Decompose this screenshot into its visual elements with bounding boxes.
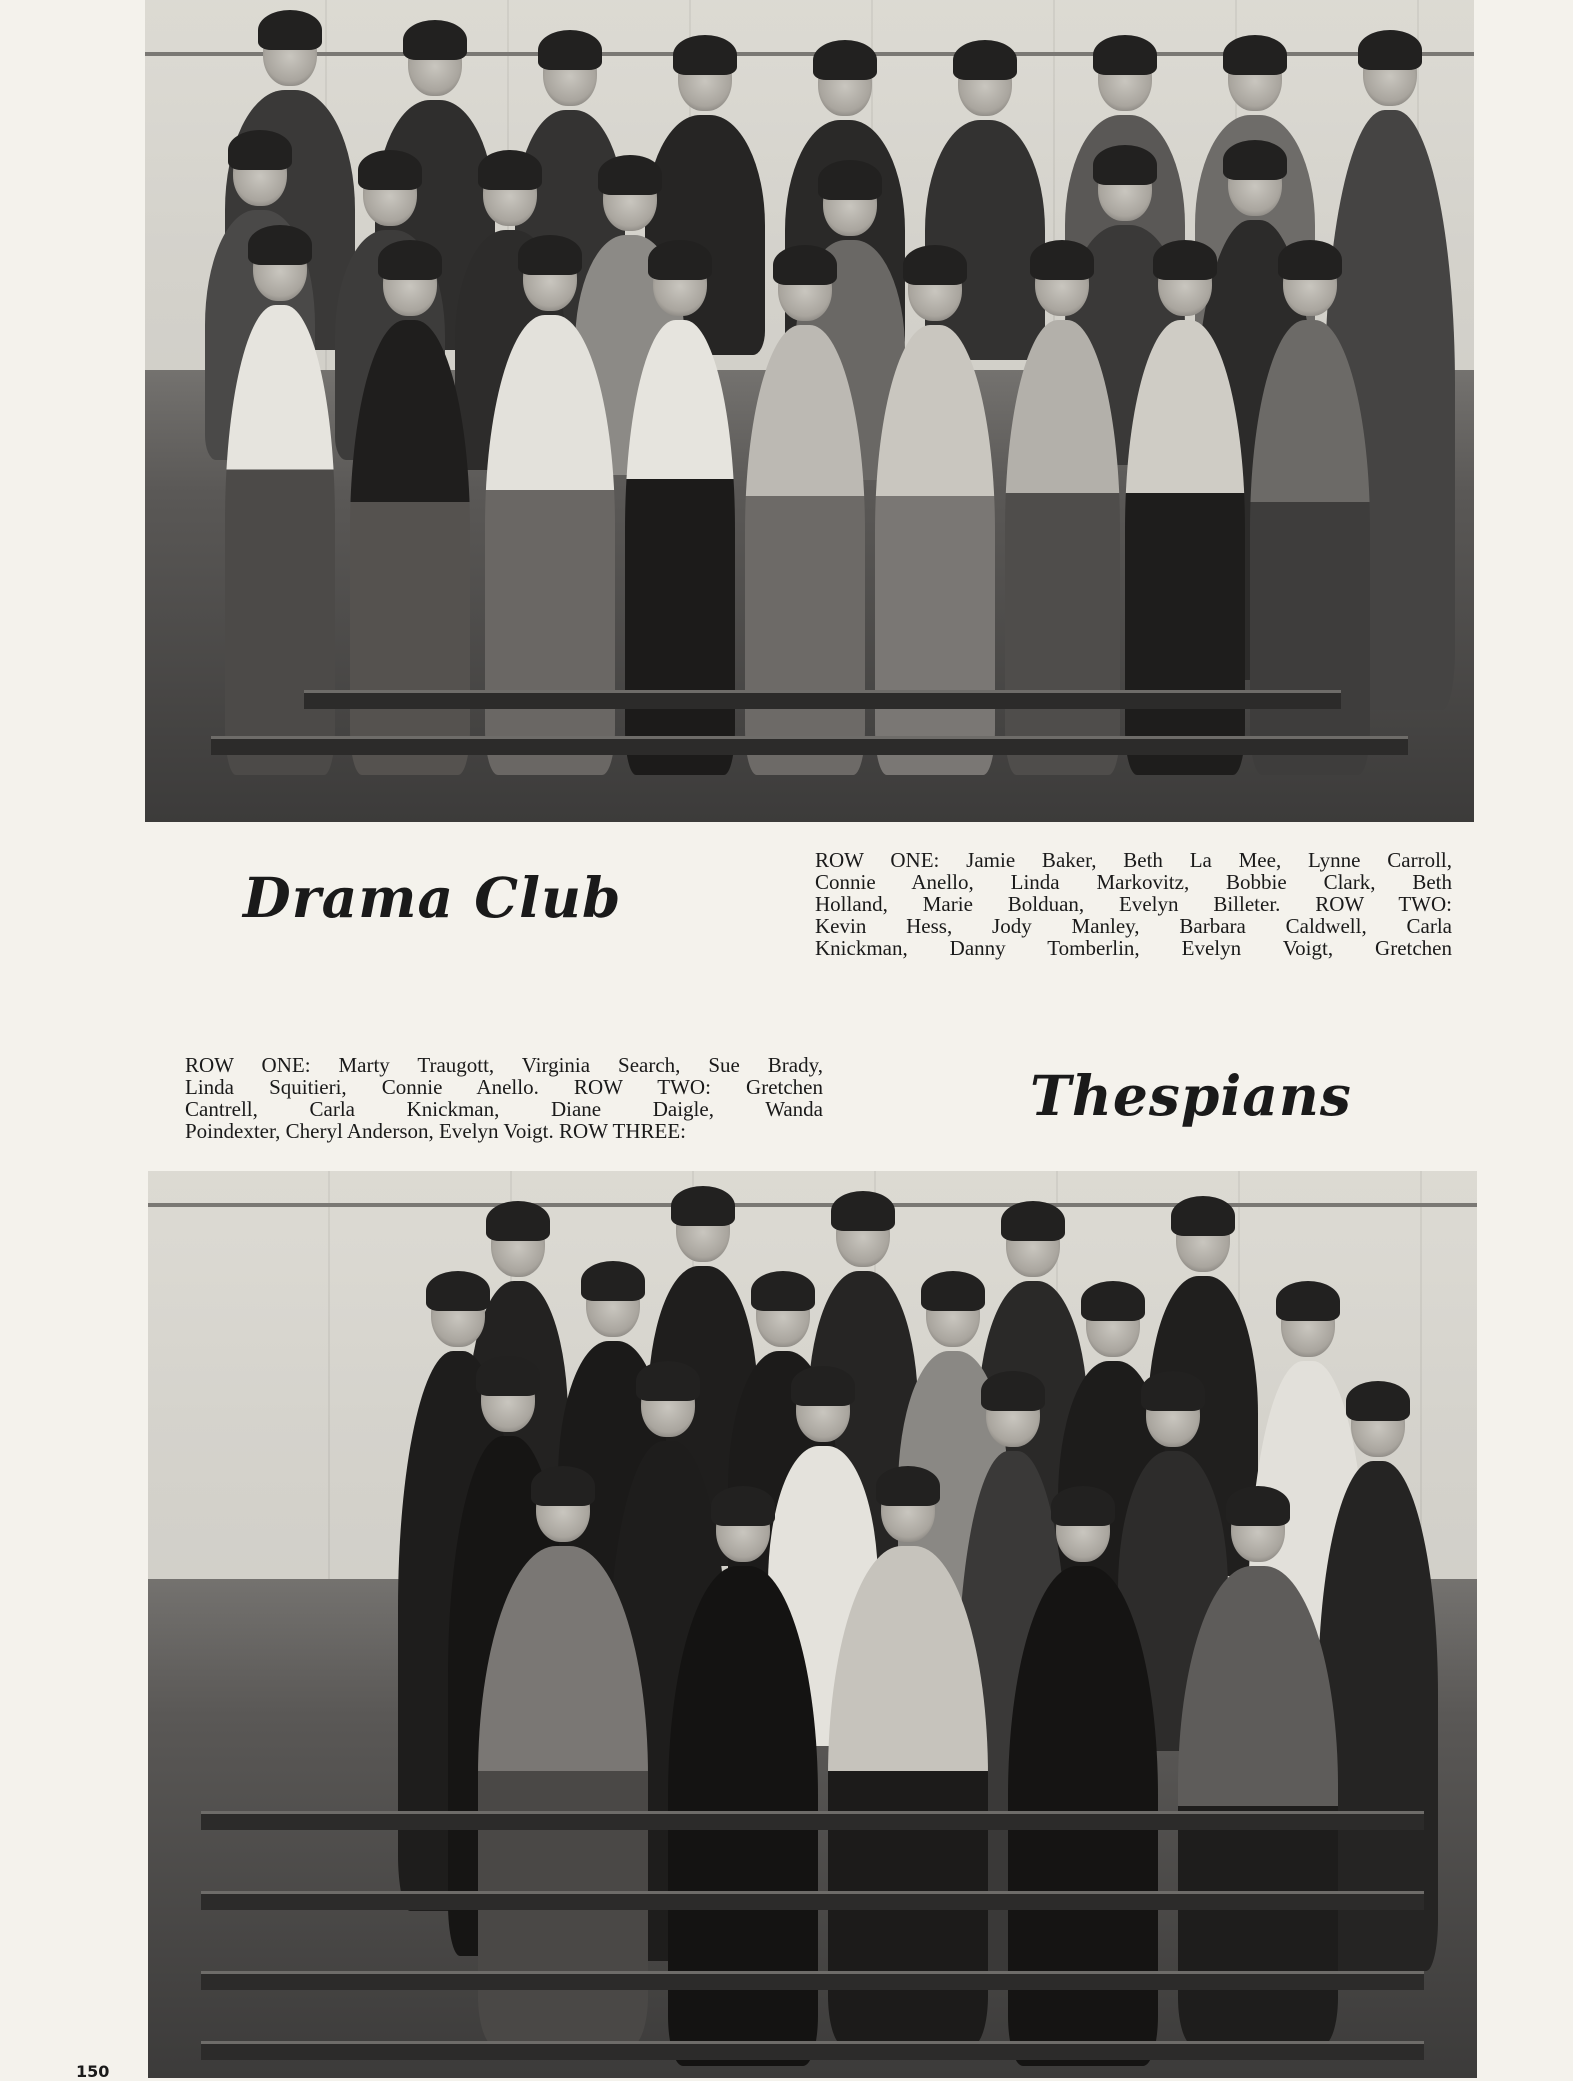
student-figure (925, 120, 1045, 360)
caption-line: ROW ONE: Jamie Baker, Beth La Mee, Lynne Carroll, (815, 848, 1452, 872)
caption-line: Linda Squitieri, Connie Anello. ROW TWO: Gretchen (185, 1075, 823, 1099)
bleacher-step (201, 1971, 1424, 1990)
page-number: 150 (76, 2062, 110, 2081)
thespians-photo (148, 1171, 1477, 2078)
caption-line: Knickman, Danny Tomberlin, Evelyn Voigt, Gretchen (815, 936, 1452, 960)
thespians-title: Thespians (1030, 1063, 1352, 1128)
thespians-caption (185, 1054, 823, 1142)
caption-line: Holland, Marie Bolduan, Evelyn Billeter. ROW TWO: (815, 892, 1452, 916)
drama-club-photo (145, 0, 1474, 822)
bleacher-step (211, 736, 1407, 755)
caption-line: Poindexter, Cheryl Anderson, Evelyn Voigt. ROW THREE: (185, 1119, 686, 1143)
bleacher-step (201, 1891, 1424, 1910)
bleacher-step (201, 2041, 1424, 2060)
bleacher-step (201, 1811, 1424, 1830)
group-of-students (185, 0, 1474, 789)
caption-line: Kevin Hess, Jody Manley, Barbara Caldwell, Carla (815, 914, 1452, 938)
bleacher-step (304, 690, 1341, 709)
drama-club-title: Drama Club (243, 865, 622, 930)
group-of-students (188, 1171, 1477, 2042)
caption-line: Cantrell, Carla Knickman, Diane Daigle, Wanda (185, 1097, 823, 1121)
caption-line: Connie Anello, Linda Markovitz, Bobbie Clark, Beth (815, 870, 1452, 894)
drama-club-caption (815, 849, 1452, 959)
caption-line: ROW ONE: Marty Traugott, Virginia Search, Sue Brady, (185, 1053, 823, 1077)
